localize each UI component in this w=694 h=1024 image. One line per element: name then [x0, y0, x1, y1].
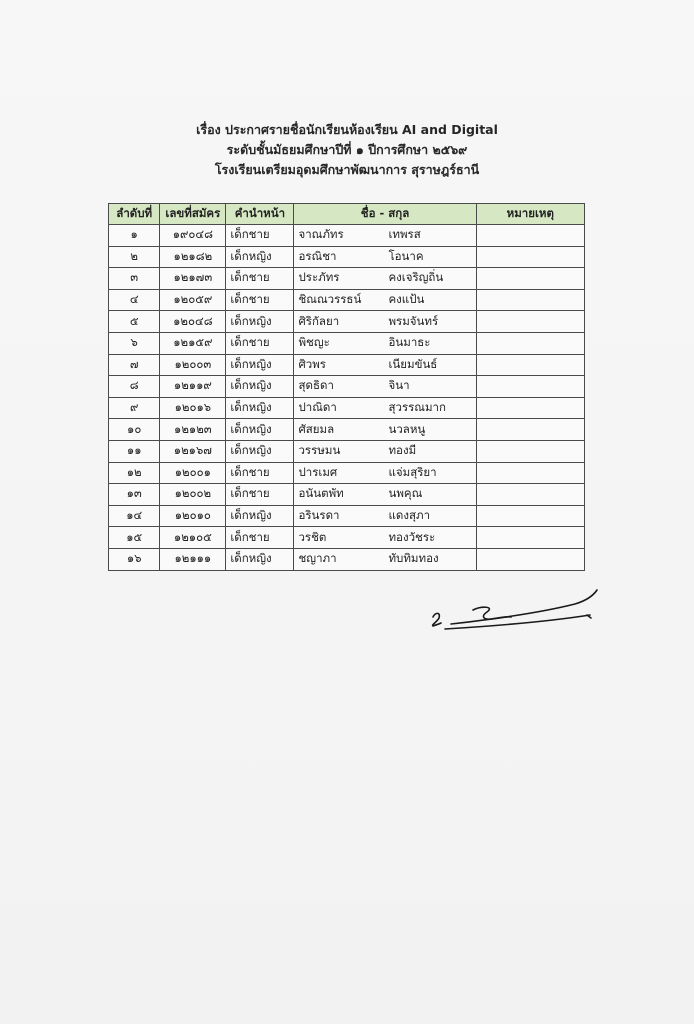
first-name: ชญาภา: [298, 551, 337, 566]
name-prefix: เด็กชาย: [226, 484, 294, 506]
row-number: ๑: [109, 225, 160, 247]
note: [476, 527, 584, 549]
applicant-id: ๑๒๑๑๙: [160, 376, 226, 398]
table-row: [109, 462, 585, 484]
name-prefix: เด็กชาย: [226, 225, 294, 247]
name-prefix: เด็กหญิง: [226, 354, 294, 376]
applicant-id: ๑๒๑๕๙: [160, 332, 226, 354]
table-row: [109, 246, 585, 268]
note: [476, 246, 584, 268]
full-name: [294, 289, 476, 311]
last-name: สุวรรณมาก: [388, 400, 446, 415]
full-name: [294, 548, 476, 570]
row-number: ๒: [109, 246, 160, 268]
document-title: [0, 120, 694, 180]
row-number: ๑๐: [109, 419, 160, 441]
first-name: ปารเมศ: [298, 464, 338, 479]
first-name: พิชญะ: [298, 335, 330, 350]
first-name: ประภัทร: [298, 270, 340, 285]
first-name: ปาณิดา: [298, 400, 337, 415]
header-no: ลำดับที่: [109, 204, 160, 225]
row-number: ๑๑: [109, 440, 160, 462]
last-name: เนียมขันธ์: [388, 356, 438, 371]
row-number: ๑๕: [109, 527, 160, 549]
note: [476, 548, 584, 570]
note: [476, 462, 584, 484]
note: [476, 440, 584, 462]
full-name: [294, 354, 476, 376]
last-name: แดงสุภา: [388, 508, 431, 523]
first-name: สุดธิดา: [298, 378, 334, 393]
last-name: พรมจันทร์: [388, 313, 439, 328]
row-number: ๔: [109, 289, 160, 311]
full-name: [294, 462, 476, 484]
full-name: [294, 419, 476, 441]
last-name: คงเจริญถิ่น: [388, 270, 444, 285]
note: [476, 419, 584, 441]
note: [476, 268, 584, 290]
first-name: วรชิต: [298, 529, 327, 544]
first-name: อรณิชา: [298, 248, 337, 263]
header-note: หมายเหตุ: [476, 204, 584, 225]
first-name: วรรษมน: [298, 443, 341, 458]
last-name: อินมาธะ: [388, 335, 431, 350]
table-row: [109, 419, 585, 441]
note: [476, 225, 584, 247]
last-name: ทับทิมทอง: [388, 551, 439, 566]
applicant-id: ๑๒๑๑๑: [160, 548, 226, 570]
row-number: ๖: [109, 332, 160, 354]
first-name: จาณภัทร: [298, 227, 344, 242]
title-line-3: โรงเรียนเตรียมอุดมศึกษาพัฒนาการ สุราษฎร์ธานี: [214, 162, 480, 177]
table-row: [109, 397, 585, 419]
first-name: ศิริกัลยา: [298, 313, 340, 328]
name-prefix: เด็กหญิง: [226, 397, 294, 419]
table-row: [109, 527, 585, 549]
note: [476, 354, 584, 376]
applicant-id: ๑๒๐๐๓: [160, 354, 226, 376]
last-name: โอนาค: [388, 248, 424, 263]
first-name: ศัสยมล: [298, 421, 335, 436]
row-number: ๘: [109, 376, 160, 398]
table-row: [109, 332, 585, 354]
applicant-id: ๑๒๑๘๒: [160, 246, 226, 268]
row-number: ๕: [109, 311, 160, 333]
full-name: [294, 225, 476, 247]
table-row: [109, 289, 585, 311]
name-prefix: เด็กหญิง: [226, 376, 294, 398]
applicant-id: ๑๙๐๔๘: [160, 225, 226, 247]
table-row: [109, 440, 585, 462]
table-row: [109, 354, 585, 376]
name-prefix: เด็กชาย: [226, 332, 294, 354]
first-name: อนันตพัท: [298, 486, 344, 501]
name-prefix: เด็กหญิง: [226, 440, 294, 462]
applicant-id: ๑๒๐๑๖: [160, 397, 226, 419]
first-name: ศิวพร: [298, 356, 326, 371]
row-number: ๗: [109, 354, 160, 376]
note: [476, 289, 584, 311]
applicant-id: ๑๒๐๐๒: [160, 484, 226, 506]
full-name: [294, 527, 476, 549]
note: [476, 311, 584, 333]
applicant-id: ๑๒๐๔๘: [160, 311, 226, 333]
full-name: [294, 376, 476, 398]
name-prefix: เด็กหญิง: [226, 311, 294, 333]
table-row: [109, 268, 585, 290]
last-name: คงแป้น: [388, 292, 425, 307]
last-name: จินา: [388, 378, 410, 393]
name-prefix: เด็กหญิง: [226, 548, 294, 570]
last-name: ทองวัชระ: [388, 529, 436, 544]
title-line-2: ระดับชั้นมัธยมศึกษาปีที่ ๑ ปีการศึกษา ๒๕๖๙: [226, 142, 468, 157]
note: [476, 484, 584, 506]
full-name: [294, 440, 476, 462]
table-body: [109, 225, 585, 571]
applicant-id: ๑๒๐๕๙: [160, 289, 226, 311]
applicant-id: ๑๒๑๐๕: [160, 527, 226, 549]
full-name: [294, 268, 476, 290]
name-prefix: เด็กหญิง: [226, 505, 294, 527]
note: [476, 505, 584, 527]
note: [476, 397, 584, 419]
full-name: [294, 246, 476, 268]
name-prefix: เด็กชาย: [226, 268, 294, 290]
table-row: [109, 225, 585, 247]
last-name: แจ่มสุริยา: [388, 464, 437, 479]
applicant-id: ๑๒๐๐๑: [160, 462, 226, 484]
last-name: ทองมี: [388, 443, 417, 458]
signature: [425, 580, 605, 640]
row-number: ๑๔: [109, 505, 160, 527]
header-applicant-id: เลขที่สมัคร: [160, 204, 226, 225]
name-prefix: เด็กชาย: [226, 527, 294, 549]
student-roster-table: [108, 203, 585, 571]
name-prefix: เด็กชาย: [226, 462, 294, 484]
full-name: [294, 311, 476, 333]
applicant-id: ๑๒๑๒๓: [160, 419, 226, 441]
name-prefix: เด็กชาย: [226, 289, 294, 311]
name-prefix: เด็กหญิง: [226, 246, 294, 268]
last-name: นพคุณ: [388, 486, 423, 501]
table-row: [109, 484, 585, 506]
table-header-row: [109, 204, 585, 225]
full-name: [294, 505, 476, 527]
full-name: [294, 332, 476, 354]
first-name: อรินรดา: [298, 508, 340, 523]
applicant-id: ๑๒๐๑๐: [160, 505, 226, 527]
full-name: [294, 484, 476, 506]
header-prefix: คำนำหน้า: [226, 204, 294, 225]
row-number: ๑๖: [109, 548, 160, 570]
applicant-id: ๑๒๑๖๗: [160, 440, 226, 462]
row-number: ๙: [109, 397, 160, 419]
note: [476, 332, 584, 354]
first-name: ชิณณวรรธน์: [298, 292, 362, 307]
table-row: [109, 548, 585, 570]
row-number: ๑๓: [109, 484, 160, 506]
table-row: [109, 376, 585, 398]
row-number: ๑๒: [109, 462, 160, 484]
last-name: เทพรส: [388, 227, 421, 242]
applicant-id: ๑๒๑๗๓: [160, 268, 226, 290]
title-line-1: เรื่อง ประกาศรายชื่อนักเรียนห้องเรียน AI and Digital: [196, 122, 498, 137]
last-name: นวลหนู: [388, 421, 426, 436]
name-prefix: เด็กหญิง: [226, 419, 294, 441]
table-row: [109, 311, 585, 333]
header-name: ชื่อ - สกุล: [294, 204, 476, 225]
row-number: ๓: [109, 268, 160, 290]
table-row: [109, 505, 585, 527]
note: [476, 376, 584, 398]
full-name: [294, 397, 476, 419]
